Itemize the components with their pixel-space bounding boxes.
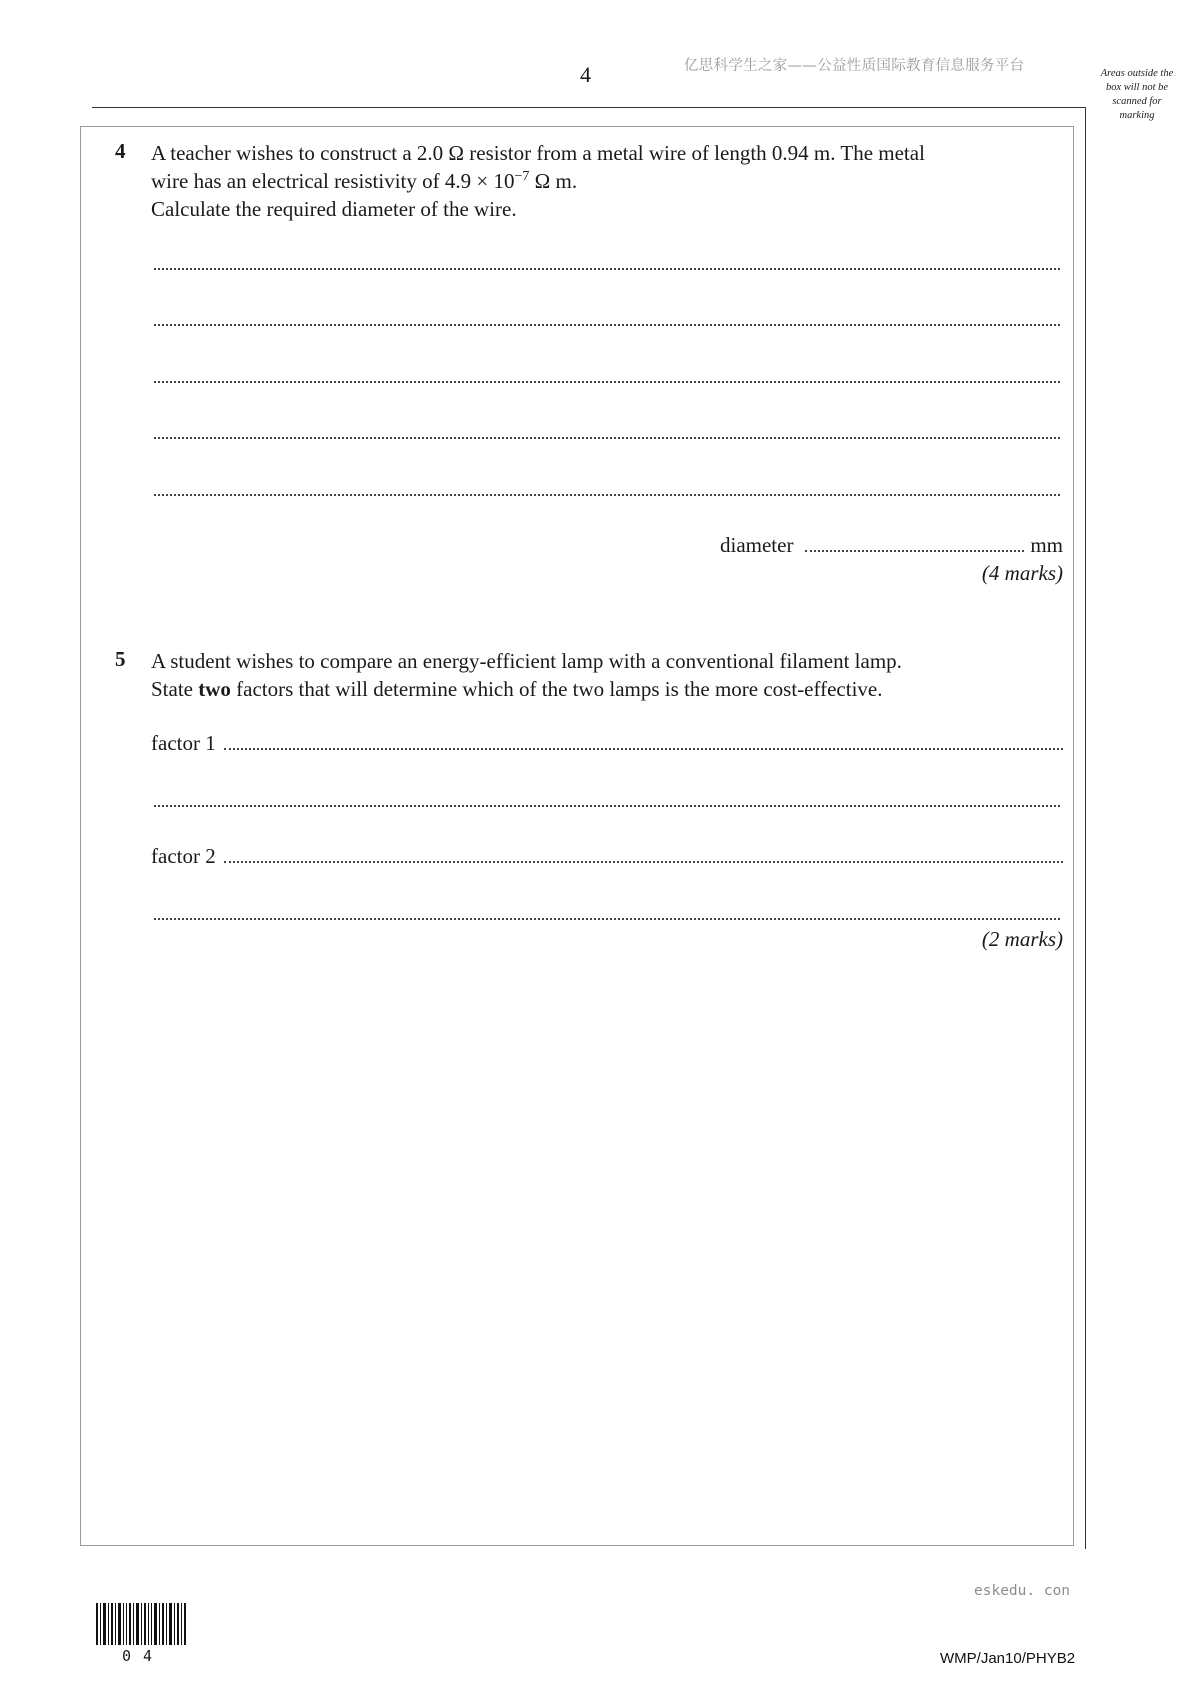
answer-line-factor-1-continued[interactable] <box>154 805 1060 807</box>
question-4-line-1: A teacher wishes to construct a 2.0 Ω resistor from a metal wire of length 0.94 m. The metal <box>151 141 925 165</box>
question-4-number: 4 <box>115 139 126 163</box>
question-5-text <box>151 647 1063 703</box>
paper-reference: WMP/Jan10/PHYB2 <box>940 1650 1076 1667</box>
question-4-line-2-post: Ω m. <box>529 169 578 193</box>
barcode-digits: 04 <box>122 1647 165 1665</box>
question-4-line-2 <box>151 167 1063 195</box>
answer-line-q4-1[interactable] <box>154 268 1060 270</box>
answer-box-border <box>80 126 1074 1546</box>
question-5-line-2 <box>151 675 1063 703</box>
question-4-marks: (4 marks) <box>981 561 1063 585</box>
diameter-unit: mm <box>1030 533 1063 557</box>
answer-line-q4-4[interactable] <box>154 437 1060 439</box>
header-watermark: 亿思科学生之家——公益性质国际教育信息服务平台 <box>684 58 1025 74</box>
question-5-marks: (2 marks) <box>981 927 1063 951</box>
question-5-number: 5 <box>115 647 126 671</box>
question-5-line-2-post: factors that will determine which of the two lamps is the more cost-effective. <box>230 677 883 701</box>
barcode-image <box>96 1603 188 1645</box>
factor-2-answer-field[interactable] <box>224 844 1063 863</box>
answer-line-q4-3[interactable] <box>154 381 1060 383</box>
diameter-answer-row <box>720 533 1063 558</box>
question-4-exponent: −7 <box>514 169 530 184</box>
top-rule <box>92 107 1086 108</box>
factor-1-row <box>151 731 1063 756</box>
diameter-label: diameter <box>720 533 794 557</box>
factor-1-label: factor 1 <box>151 731 216 755</box>
question-4-line-3: Calculate the required diameter of the wire. <box>151 197 517 221</box>
factor-1-answer-field[interactable] <box>224 731 1063 750</box>
page-number: 4 <box>580 62 591 87</box>
factor-2-label: factor 2 <box>151 844 216 868</box>
question-5-emphasis: two <box>198 677 231 701</box>
answer-line-q4-2[interactable] <box>154 324 1060 326</box>
diameter-answer-field[interactable] <box>805 533 1024 552</box>
answer-line-factor-2-continued[interactable] <box>154 918 1060 920</box>
right-margin-rule <box>1085 107 1086 1549</box>
margin-note: Areas outside the box will not be scanned for marking <box>1100 68 1174 121</box>
answer-line-q4-5[interactable] <box>154 494 1060 496</box>
factor-2-row <box>151 844 1063 869</box>
footer-watermark: eskedu. con <box>974 1583 1071 1599</box>
question-4-line-2-pre: wire has an electrical resistivity of 4.9 × 10 <box>151 169 515 193</box>
question-5-line-2-pre: State <box>151 677 199 701</box>
question-4-text <box>151 139 1063 223</box>
question-5-line-1: A student wishes to compare an energy-efficient lamp with a conventional filament lamp. <box>151 649 902 673</box>
